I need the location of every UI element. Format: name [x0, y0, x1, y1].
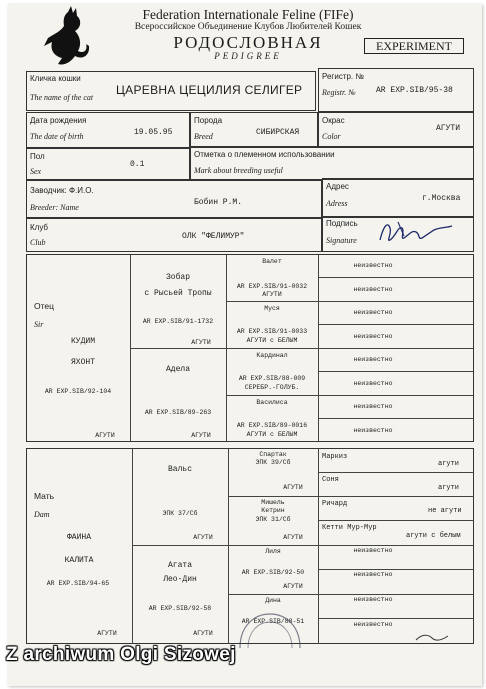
sire-p1-reg: AR EXP.SIB/91-1732	[142, 318, 214, 325]
sire-gg-4: неизвестно	[353, 333, 393, 340]
cat-logo-icon	[38, 6, 90, 70]
dam-p2-name-2: Лео-Дин	[163, 575, 197, 584]
dam-p1-color: АГУТИ	[193, 534, 213, 541]
sire-p2-reg: AR EXP.SIB/89-263	[144, 409, 212, 416]
sire-reg: AR EXP.SIB/92-104	[44, 388, 112, 395]
breeding-label-en: Mark about breeding useful	[194, 166, 283, 175]
dam-g3-name: Лиля	[265, 548, 281, 555]
sire-p2-color: АГУТИ	[191, 432, 211, 439]
dam-color: АГУТИ	[97, 630, 117, 637]
dam-p2-name-1: Агата	[167, 561, 192, 570]
handwritten-mark	[412, 630, 452, 646]
breeder-label-ru: Заводчик: Ф.И.О.	[30, 186, 94, 195]
dam-label-en: Dam	[34, 510, 50, 519]
document-title: РОДОСЛОВНАЯ	[173, 33, 323, 52]
sire-g1-color: АГУТИ	[262, 291, 282, 298]
name-label-en: The name of the cat	[30, 93, 94, 102]
color-value: АГУТИ	[436, 124, 461, 133]
breeding-label-ru: Отметка о племенном использовании	[194, 150, 335, 159]
dam-g1-color: АГУТИ	[283, 484, 303, 491]
color-label-ru: Окрас	[322, 116, 345, 125]
dam-gg-4-name: Кетти Мур-Мур	[322, 524, 377, 532]
dob-value: 19.05.95	[134, 128, 173, 137]
dam-g4-name: Дина	[265, 597, 281, 604]
sire-gg-1: неизвестно	[353, 262, 393, 269]
dam-gg-2-name: Соня	[322, 476, 339, 484]
sire-g4-reg: AR EXP.SIB/89-0016	[236, 422, 308, 429]
sire-name-2: ЯХОНТ	[70, 358, 95, 367]
club-value: ОЛК "ФЕЛИМУР"	[182, 232, 245, 241]
sire-g2-reg: AR EXP.SIB/91-0033	[236, 328, 308, 335]
document-subtitle: PEDIGREE	[214, 51, 282, 61]
dam-g4-reg: AR EXP.SIB/88-51	[241, 618, 305, 625]
dam-g2-name-2: Кетрин	[261, 507, 285, 514]
dam-p1-reg: ЭПК 37/Сб	[162, 510, 198, 517]
sire-gg-2: неизвестно	[353, 286, 393, 293]
sire-color: АГУТИ	[95, 432, 115, 439]
sire-g1-name: Валет	[262, 258, 282, 265]
color-label-en: Color	[322, 132, 341, 141]
dam-gg-1-name: Маркиз	[322, 453, 348, 461]
dam-name-1: ФАИНА	[66, 533, 91, 542]
breed-label-en: Breed	[194, 132, 213, 141]
sire-label-ru: Отец	[34, 301, 55, 311]
address-label-ru: Адрес	[326, 182, 349, 191]
sire-p1-name-1: Зобар	[165, 273, 190, 282]
dam-g3-reg: AR EXP.SIB/92-50	[241, 569, 305, 576]
club-label-en: Club	[30, 238, 46, 247]
sire-gg-8: неизвестно	[353, 427, 393, 434]
federation-name: Federation Internationale Feline (FIFe)	[142, 7, 354, 22]
sire-label-en: Sir	[34, 320, 44, 329]
breeder-label-en: Breeder: Name	[30, 203, 79, 212]
sire-g3-reg: AR EXP.SIB/88-009	[238, 375, 306, 382]
sire-gg-7: неизвестно	[353, 403, 393, 410]
breeder-value: Бобин Р.М.	[194, 198, 243, 207]
dam-gg-8: неизвестно	[353, 621, 393, 628]
sire-gg-5: неизвестно	[353, 356, 393, 363]
sire-g3-color: СЕРЕБР.-ГОЛУБ.	[244, 384, 300, 391]
address-value: г.Москва	[422, 194, 461, 203]
sire-p2-name-1: Адела	[165, 365, 190, 374]
dob-label-ru: Дата рождения	[30, 116, 87, 125]
sire-g1-reg: AR EXP.SIB/91-0032	[236, 283, 308, 290]
signature-label-en: Signature	[326, 236, 357, 245]
round-stamp-mark	[234, 608, 306, 652]
dam-label-ru: Мать	[34, 491, 55, 501]
dam-gg-7: неизвестно	[353, 596, 393, 603]
sire-gg-3: неизвестно	[353, 309, 393, 316]
club-label-ru: Клуб	[30, 223, 48, 232]
dam-gg-1-color: агути	[438, 460, 460, 468]
pedigree-document	[8, 4, 482, 686]
dam-g3-color: АГУТИ	[283, 583, 303, 590]
dam-p2-reg: AR EXP.SIB/92-58	[148, 605, 212, 612]
sire-g4-color: АГУТИ с БЕЛЫМ	[246, 431, 298, 438]
sex-label-en: Sex	[30, 167, 42, 176]
sex-value: 0.1	[130, 160, 145, 169]
dam-g2-name: Мишель	[261, 499, 285, 506]
sex-label-ru: Пол	[30, 152, 45, 161]
dam-g2-reg: ЭПК 31/Сб	[255, 516, 291, 523]
registr-label-en: Registr. №	[322, 88, 356, 97]
breed-value: СИБИРСКАЯ	[256, 128, 300, 137]
experiment-stamp: EXPERIMENT	[364, 38, 464, 54]
dam-gg-6: неизвестно	[353, 571, 393, 578]
dam-p1-name-1: Вальс	[167, 465, 192, 474]
dam-g1-reg: ЭПК 39/Сб	[255, 459, 291, 466]
sire-gg-6: неизвестно	[353, 380, 393, 387]
dam-p2-color: АГУТИ	[193, 630, 213, 637]
signature-mark	[374, 218, 458, 248]
sire-g2-color: АГУТИ с БЕЛЫМ	[246, 337, 298, 344]
dob-label-en: The date of birth	[30, 132, 84, 141]
archive-watermark: Z archiwum Olgi Sizowej	[6, 644, 236, 665]
dam-gg-2-color: агути	[438, 484, 460, 492]
dam-name-2: КАЛИТА	[64, 556, 94, 565]
sire-p1-color: АГУТИ	[191, 339, 211, 346]
sire-g4-name: Василиса	[256, 399, 288, 406]
dam-g2-color: АГУТИ	[283, 534, 303, 541]
cat-name-value: ЦАРЕВНА ЦЕЦИЛИЯ СЕЛИГЕР	[116, 83, 303, 97]
club-field	[26, 218, 322, 252]
dam-reg: AR EXP.SIB/94-65	[46, 580, 110, 587]
sire-g2-name: Муся	[264, 305, 280, 312]
signature-label-ru: Подпись	[326, 219, 358, 228]
name-label-ru: Кличка кошки	[30, 74, 81, 83]
breed-label-ru: Порода	[194, 116, 223, 125]
dam-g1-name: Спартак	[259, 451, 287, 458]
address-label-en: Adress	[326, 199, 348, 208]
dam-gg-3-name: Ричард	[322, 500, 348, 508]
sex-field	[26, 148, 190, 180]
registr-value: AR EXP.SIB/95-38	[376, 86, 453, 95]
sire-g3-name: Кардинал	[256, 352, 288, 359]
society-name: Всероссийское Объединение Клубов Любителей Кошек	[134, 22, 362, 32]
registr-label-ru: Регистр. №	[322, 72, 364, 81]
sire-name-1: КУДИМ	[70, 337, 95, 346]
dam-gg-4-color: агути с белым	[406, 532, 461, 540]
dam-gg-3-color: не агути	[428, 507, 462, 515]
sire-p1-name-2: с Рысьей Тропы	[144, 289, 212, 298]
dam-gg-5: неизвестно	[353, 547, 393, 554]
